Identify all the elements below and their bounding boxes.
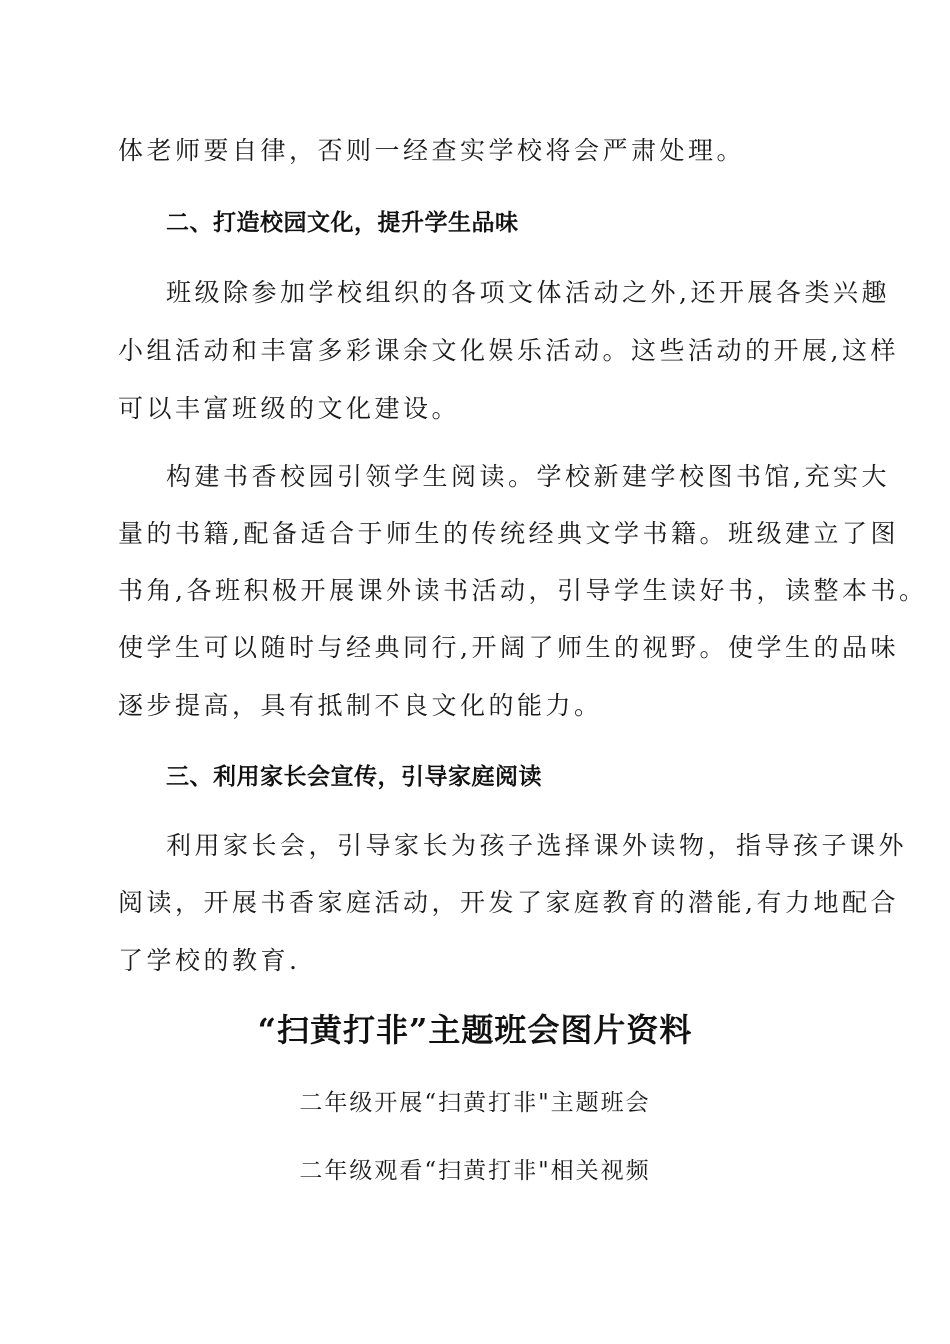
paragraph-line: 小组活动和丰富多彩课余文化娱乐活动。这些活动的开展,这样 [118,336,899,365]
paragraph-line: 量的书籍,配备适合于师生的传统经典文学书籍。班级建立了图 [118,519,899,548]
section-2-heading: 二、打造校园文化，提升学生品味 [166,210,519,236]
section-3-heading: 三、利用家长会宣传，引导家庭阅读 [166,764,542,790]
paragraph-line: 使学生可以随时与经典同行,开阔了师生的视野。使学生的品味 [118,633,899,662]
intro-tail-line: 体老师要自律，否则一经查实学校将会严肃处理。 [118,136,746,165]
photo-caption: 二年级观看“扫黄打非"相关视频 [299,1158,651,1184]
paragraph-line: 班级除参加学校组织的各项文体活动之外,还开展各类兴趣 [166,278,890,307]
paragraph-line: 利用家长会，引导家长为孩子选择课外读物，指导孩子课外 [166,831,908,860]
paragraph-line: 了学校的教育. [118,946,301,975]
paragraph-line: 逐步提高，具有抵制不良文化的能力。 [118,691,603,720]
paragraph-line: 书角,各班积极开展课外读书活动，引导学生读好书，读整本书。 [118,576,928,605]
appendix-title: “扫黄打非”主题班会图片资料 [257,1011,693,1049]
paragraph-line: 可以丰富班级的文化建设。 [118,394,461,423]
paragraph-line: 阅读，开展书香家庭活动，开发了家庭教育的潜能,有力地配合 [118,888,899,917]
paragraph-line: 构建书香校园引领学生阅读。学校新建学校图书馆,充实大 [166,462,890,491]
photo-caption: 二年级开展“扫黄打非"主题班会 [299,1090,651,1116]
